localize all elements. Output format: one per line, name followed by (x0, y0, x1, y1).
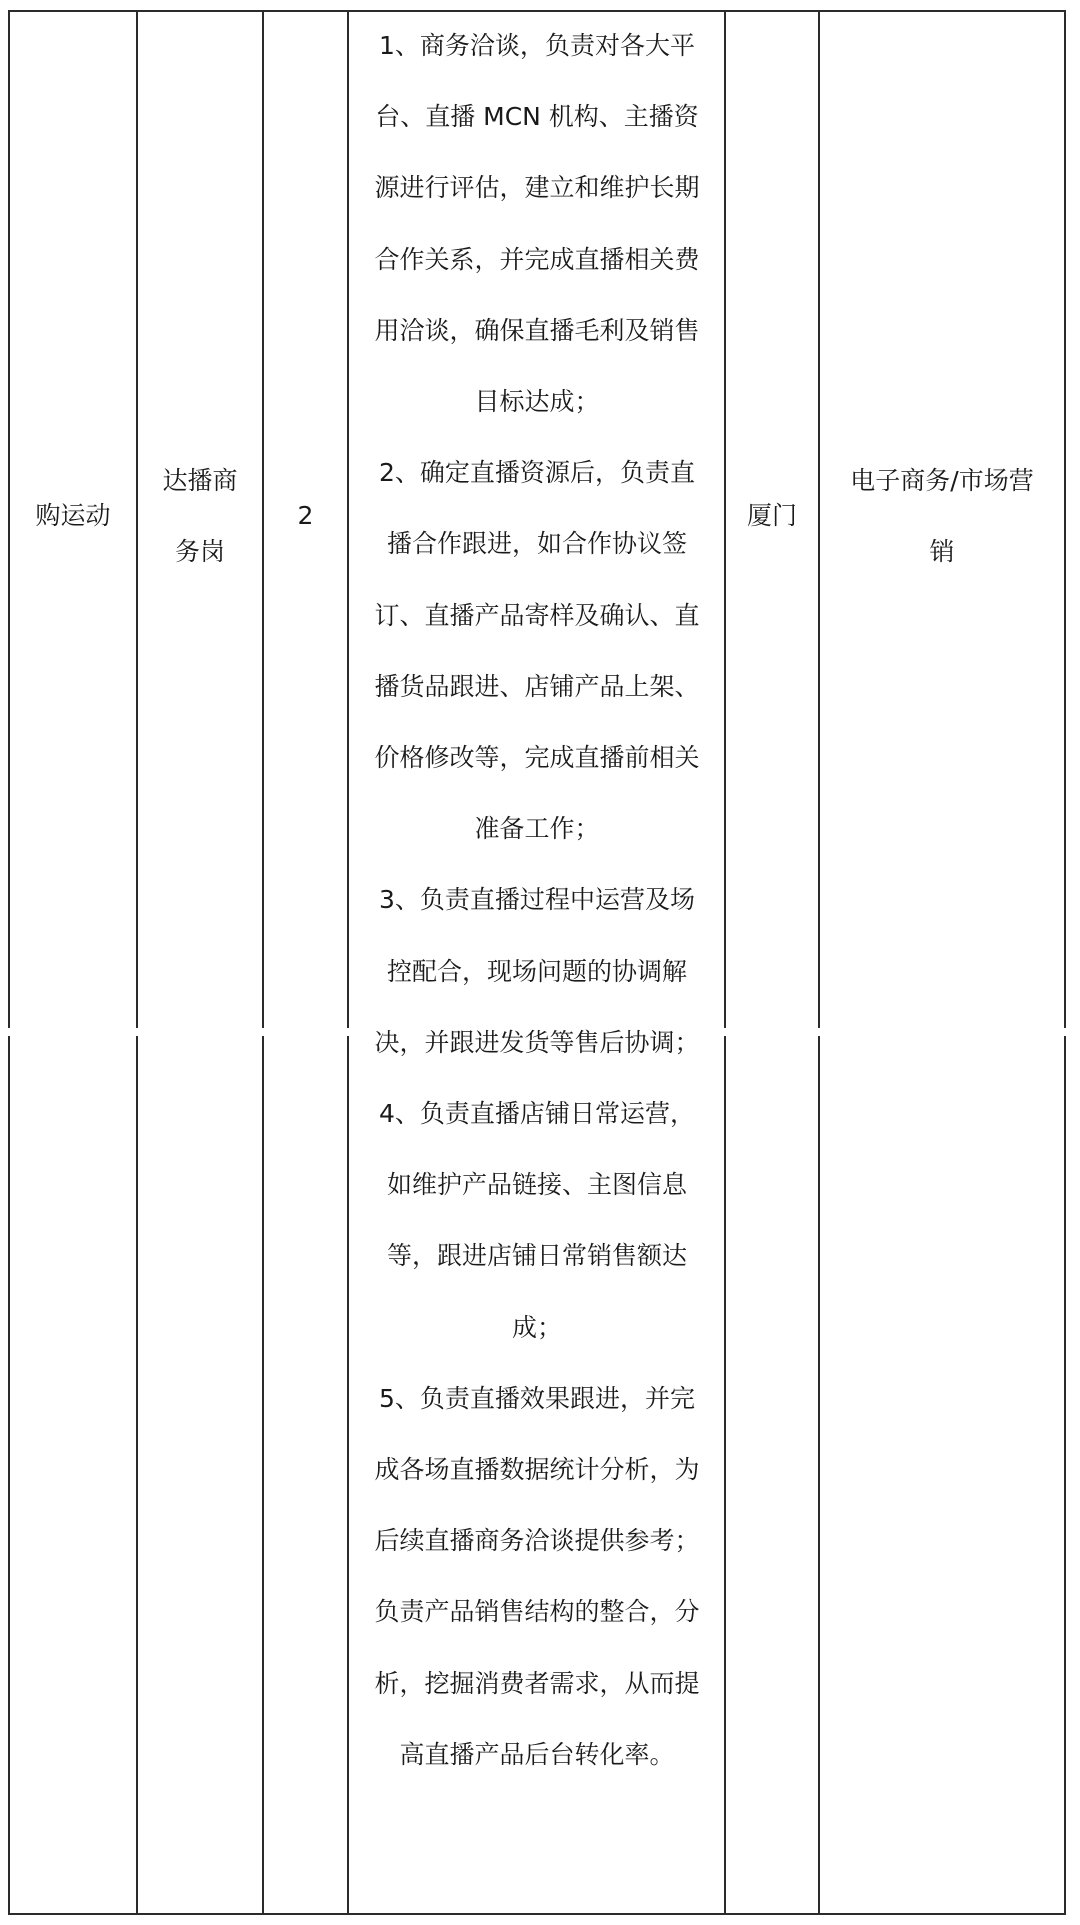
duty-line: 源进行评估，建立和维护长期 (374, 173, 700, 203)
headcount-cell (264, 480, 347, 551)
major-line: 销 (929, 537, 955, 566)
position-name-line: 务岗 (174, 537, 225, 566)
location-value: 厦门 (746, 501, 797, 530)
duty-line: 订、直播产品寄样及确认、直 (374, 600, 700, 630)
duty-line: 播合作跟进，如合作协议签 (386, 529, 687, 559)
company-name: 购运动 (35, 501, 111, 530)
duty-line: 决，并跟进发货等售后协调； (374, 1027, 700, 1057)
company-cell (10, 480, 136, 551)
duty-line: 台、直播 MCN 机构、主播资 (375, 102, 699, 132)
major-cell (820, 445, 1064, 587)
duty-line: 成各场直播数据统计分析，为 (374, 1455, 700, 1485)
duty-line: 1、商务洽谈，负责对各大平 (379, 31, 695, 60)
column-border (8, 10, 10, 1915)
duty-line: 如维护产品链接、主图信息 (386, 1170, 687, 1200)
duty-line: 2、确定直播资源后，负责直 (379, 458, 695, 488)
duty-line: 成； (511, 1312, 562, 1342)
duty-line: 合作关系，并完成直播相关费 (374, 244, 700, 274)
table-bottom-border (8, 1913, 1066, 1915)
headcount-value: 2 (297, 501, 314, 530)
duty-line: 4、负责直播店铺日常运营， (379, 1099, 695, 1129)
column-border (724, 10, 726, 1915)
column-border (136, 10, 138, 1915)
duty-line: 3、负责直播过程中运营及场 (379, 885, 695, 915)
duty-line: 控配合，现场问题的协调解 (386, 956, 687, 986)
major-line: 电子商务/市场营 (850, 466, 1034, 495)
location-cell (726, 480, 818, 551)
duty-line: 后续直播商务洽谈提供参考； (374, 1526, 700, 1556)
duty-line: 高直播产品后台转化率。 (399, 1739, 675, 1769)
position-cell (138, 445, 262, 587)
column-border (347, 10, 349, 1915)
duty-line: 5、负责直播效果跟进，并完 (379, 1383, 695, 1413)
column-border (262, 10, 264, 1915)
job-duties (352, 10, 722, 1790)
duty-line: 准备工作； (474, 814, 600, 844)
duty-line: 用洽谈，确保直播毛利及销售 (374, 315, 700, 345)
duty-line: 负责产品销售结构的整合，分 (374, 1597, 700, 1627)
duty-line: 目标达成； (474, 387, 600, 417)
duty-line: 播货品跟进、店铺产品上架、 (374, 671, 700, 701)
duty-line: 析，挖掘消费者需求，从而提 (374, 1668, 700, 1698)
position-name-line: 达播商 (162, 466, 238, 495)
column-border (818, 10, 820, 1915)
duty-line: 价格修改等，完成直播前相关 (374, 743, 700, 773)
column-border (1064, 10, 1066, 1915)
duty-line: 等，跟进店铺日常销售额达 (386, 1241, 687, 1271)
